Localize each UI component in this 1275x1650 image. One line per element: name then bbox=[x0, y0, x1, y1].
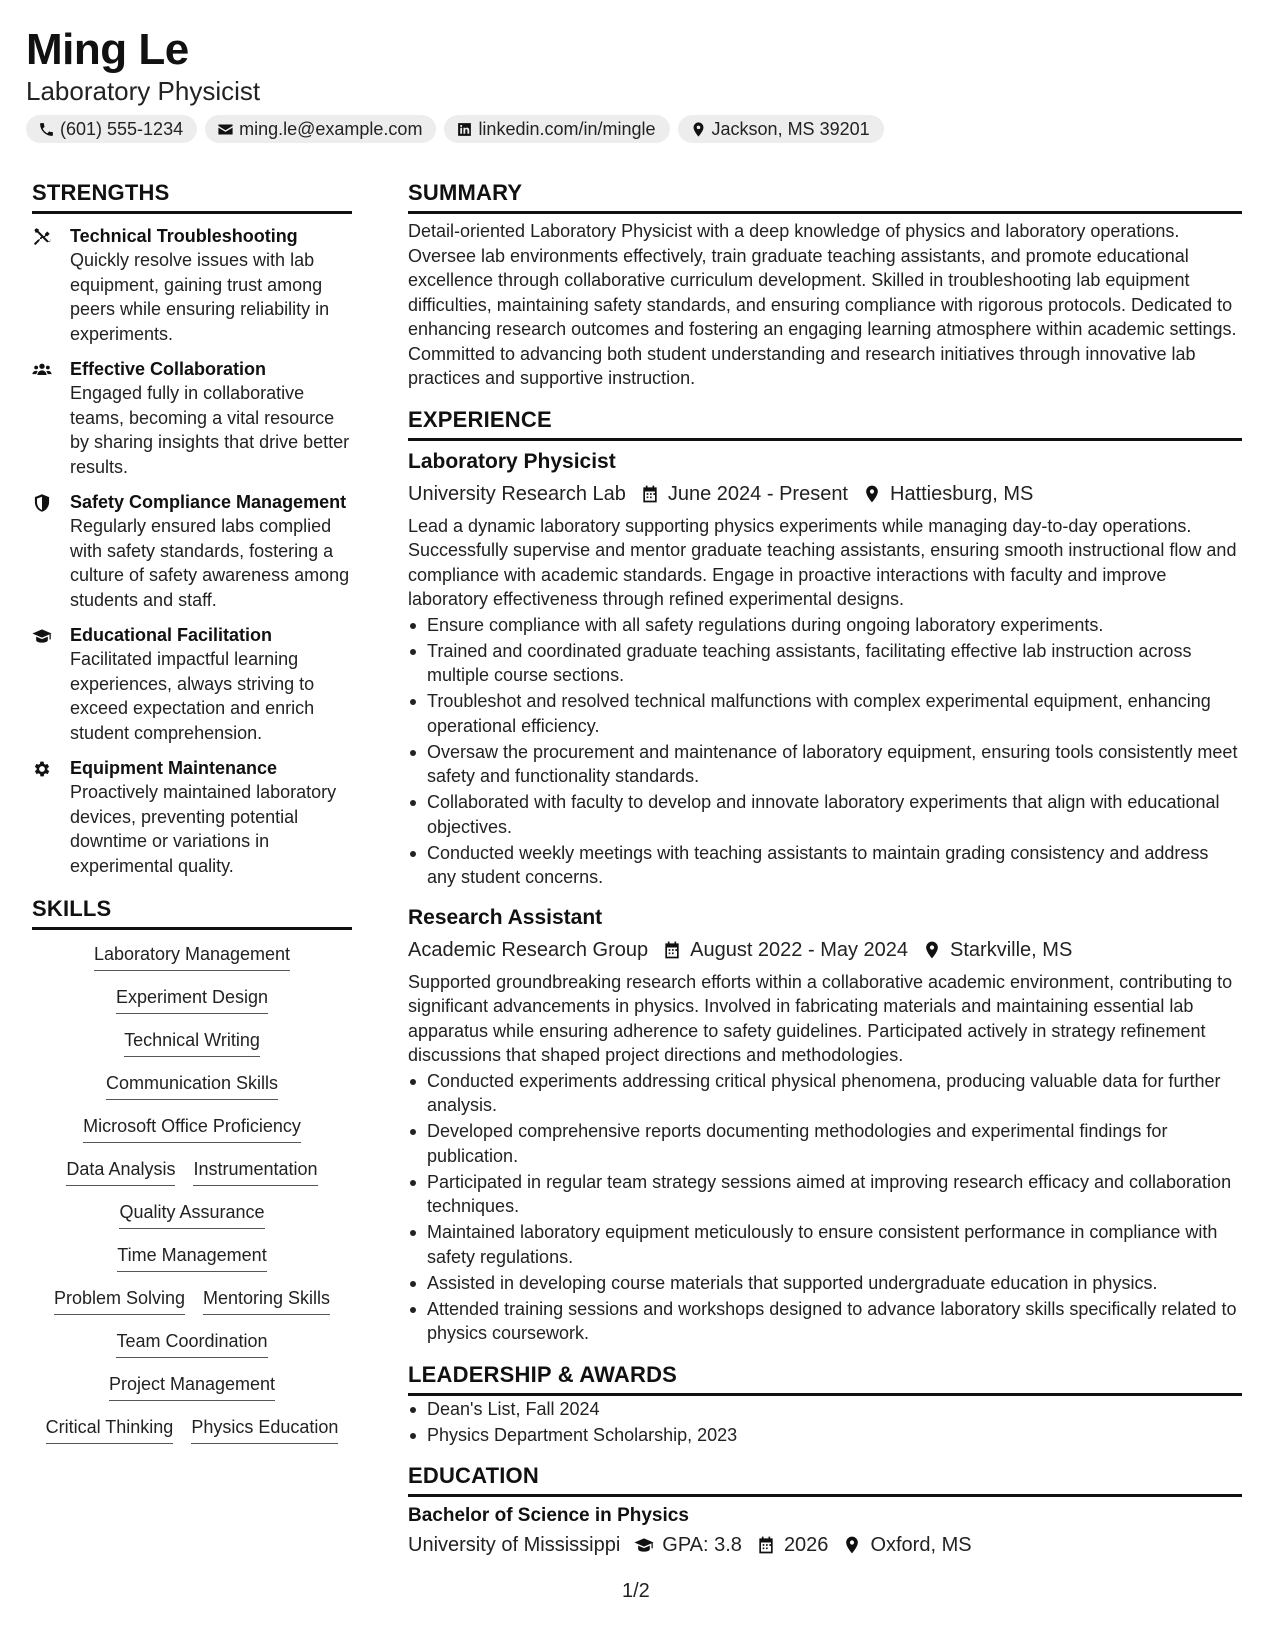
bullet-item: Troubleshot and resolved technical malfunctions with complex experimental equipment, enhancing operational efficiency. bbox=[408, 689, 1242, 738]
strength-desc: Engaged fully in collaborative teams, becoming a vital resource by sharing insights that drive better results. bbox=[70, 383, 350, 477]
skills-section bbox=[32, 896, 352, 1458]
strengths-list bbox=[32, 224, 352, 878]
skill-tag: Technical Writing bbox=[124, 1028, 260, 1057]
bullet-item: Oversaw the procurement and maintenance of laboratory equipment, ensuring tools consistently meet safety and functionality standards. bbox=[408, 740, 1242, 789]
job-entry bbox=[408, 448, 1242, 890]
bullet-item: Ensure compliance with all safety regulations during ongoing laboratory experiments. bbox=[408, 613, 1242, 638]
right-column bbox=[408, 180, 1242, 1559]
education-section bbox=[408, 1463, 1242, 1559]
envelope-icon bbox=[217, 121, 234, 138]
bullet-item: Collaborated with faculty to develop and innovate laboratory experiments that align with educational objectives. bbox=[408, 790, 1242, 839]
phone-icon bbox=[38, 121, 55, 138]
skill-tag: Experiment Design bbox=[116, 985, 268, 1014]
award-item: Physics Department Scholarship, 2023 bbox=[408, 1423, 1242, 1448]
strength-title: Educational Facilitation bbox=[70, 625, 273, 645]
page-number: 1/2 bbox=[622, 1580, 650, 1602]
map-pin-icon bbox=[690, 121, 707, 138]
job-title: Research Assistant bbox=[408, 905, 603, 929]
skill-tag: Project Management bbox=[109, 1372, 275, 1401]
strength-item bbox=[32, 224, 352, 346]
bullet-item: Assisted in developing course materials that supported undergraduate education in physics. bbox=[408, 1271, 1242, 1296]
gear-icon bbox=[32, 759, 52, 779]
map-pin-icon bbox=[922, 940, 942, 960]
contact-linkedin[interactable] bbox=[444, 115, 669, 143]
skills-heading: SKILLS bbox=[32, 896, 352, 930]
calendar-icon bbox=[756, 1535, 776, 1555]
linkedin-icon bbox=[456, 121, 473, 138]
awards-list bbox=[408, 1397, 1242, 1448]
strength-title: Technical Troubleshooting bbox=[70, 226, 298, 246]
bullet-item: Trained and coordinated graduate teaching assistants, facilitating effective lab instruction across multiple course sections. bbox=[408, 639, 1242, 688]
education-meta bbox=[408, 1531, 1242, 1559]
job-title: Laboratory Physicist bbox=[408, 449, 616, 473]
school-name: University of Mississippi bbox=[408, 1534, 621, 1556]
calendar-icon bbox=[640, 484, 660, 504]
job-description: Lead a dynamic laboratory supporting physics experiments while managing day-to-day operations. Successfully supervise and mentor graduate teaching assistants, ensuring smooth instructional flow and compliance with academic standards. Engage in proactive interactions with faculty and improve laboratory effectiveness through refined experimental designs. bbox=[408, 515, 1237, 609]
skill-tag: Quality Assurance bbox=[119, 1200, 264, 1229]
experience-heading: EXPERIENCE bbox=[408, 407, 1242, 441]
tools-icon bbox=[32, 227, 52, 247]
contact-bar bbox=[26, 115, 884, 143]
award-item: Dean's List, Fall 2024 bbox=[408, 1397, 1242, 1422]
strength-item bbox=[32, 756, 352, 878]
skill-tag: Data Analysis bbox=[66, 1157, 175, 1186]
job-bullets bbox=[408, 613, 1242, 890]
strength-title: Effective Collaboration bbox=[70, 359, 267, 379]
skill-tag: Mentoring Skills bbox=[203, 1286, 330, 1315]
bullet-item: Attended training sessions and workshops designed to advance laboratory skills specifically related to physics coursework. bbox=[408, 1297, 1242, 1346]
skill-tag: Instrumentation bbox=[193, 1157, 317, 1186]
skill-tag: Critical Thinking bbox=[46, 1415, 174, 1444]
resume-header bbox=[26, 24, 884, 143]
contact-location[interactable] bbox=[678, 115, 884, 143]
map-pin-icon bbox=[862, 484, 882, 504]
strengths-heading: STRENGTHS bbox=[32, 180, 352, 214]
skill-tag: Problem Solving bbox=[54, 1286, 185, 1315]
job-location: Hattiesburg, MS bbox=[890, 482, 1034, 505]
strength-desc: Facilitated impactful learning experiences, always striving to exceed expectation and enrich student comprehension. bbox=[70, 649, 315, 743]
skill-tag: Microsoft Office Proficiency bbox=[83, 1114, 301, 1143]
candidate-name: Ming Le bbox=[26, 25, 189, 74]
bullet-item: Participated in regular team strategy sessions aimed at improving research efficacy and collaboration techniques. bbox=[408, 1170, 1242, 1219]
job-entry bbox=[408, 904, 1242, 1346]
contact-text: ming.le@example.com bbox=[239, 118, 423, 139]
job-dates: June 2024 - Present bbox=[667, 482, 848, 505]
strength-item bbox=[32, 623, 352, 745]
skills-list bbox=[32, 942, 352, 1458]
skill-tag: Time Management bbox=[117, 1243, 266, 1272]
bullet-item: Conducted weekly meetings with teaching assistants to maintain grading consistency and address any student concerns. bbox=[408, 841, 1242, 890]
strength-item bbox=[32, 357, 352, 479]
job-dates: August 2022 - May 2024 bbox=[690, 938, 909, 961]
shield-icon bbox=[32, 493, 52, 513]
strength-title: Equipment Maintenance bbox=[70, 758, 278, 778]
strength-item bbox=[32, 490, 352, 612]
job-meta bbox=[408, 936, 1242, 964]
map-pin-icon bbox=[842, 1535, 862, 1555]
left-column bbox=[32, 180, 352, 1458]
skill-tag: Communication Skills bbox=[106, 1071, 278, 1100]
strength-desc: Regularly ensured labs complied with safety standards, fostering a culture of safety awareness among students and staff. bbox=[70, 516, 350, 610]
contact-email[interactable] bbox=[205, 115, 436, 143]
job-company: Academic Research Group bbox=[408, 938, 649, 961]
strength-desc: Proactively maintained laboratory devices, preventing potential downtime or variations in experimental quality. bbox=[70, 782, 337, 876]
education-heading: EDUCATION bbox=[408, 1463, 1242, 1497]
summary-heading: SUMMARY bbox=[408, 180, 1242, 214]
candidate-title: Laboratory Physicist bbox=[26, 76, 261, 106]
school-location: Oxford, MS bbox=[870, 1534, 972, 1556]
graduation-year: 2026 bbox=[783, 1534, 829, 1556]
contact-text: (601) 555-1234 bbox=[60, 118, 184, 139]
job-meta bbox=[408, 480, 1242, 508]
graduation-cap-icon bbox=[634, 1535, 654, 1555]
leadership-section bbox=[408, 1362, 1242, 1448]
contact-phone[interactable] bbox=[26, 115, 197, 143]
users-icon bbox=[32, 360, 52, 380]
bullet-item: Developed comprehensive reports documenting methodologies and experimental findings for publication. bbox=[408, 1119, 1242, 1168]
strength-title: Safety Compliance Management bbox=[70, 492, 347, 512]
contact-text: Jackson, MS 39201 bbox=[711, 118, 870, 139]
bullet-item: Conducted experiments addressing critical physical phenomena, producing valuable data for further analysis. bbox=[408, 1069, 1242, 1118]
contact-text: linkedin.com/in/mingle bbox=[478, 118, 656, 139]
job-bullets bbox=[408, 1069, 1242, 1346]
job-company: University Research Lab bbox=[408, 482, 626, 505]
leadership-heading: LEADERSHIP & AWARDS bbox=[408, 1362, 1242, 1396]
degree-title: Bachelor of Science in Physics bbox=[408, 1505, 689, 1526]
skill-tag: Laboratory Management bbox=[94, 942, 290, 971]
gpa: GPA: 3.8 bbox=[662, 1534, 742, 1556]
job-location: Starkville, MS bbox=[950, 938, 1073, 961]
job-description: Supported groundbreaking research efforts within a collaborative academic environment, contributing to significant advancements in physics. Involved in fabricating materials and maintaining essential lab apparatus while ensuring adherence to safety guidelines. Participated actively in strategy refinement discussions that shaped project directions and methodologies. bbox=[408, 971, 1233, 1065]
graduation-cap-icon bbox=[32, 626, 52, 646]
bullet-item: Maintained laboratory equipment meticulously to ensure consistent performance in compliance with safety regulations. bbox=[408, 1220, 1242, 1269]
strength-desc: Quickly resolve issues with lab equipment, gaining trust among peers while ensuring reliability in experiments. bbox=[70, 250, 330, 344]
summary-text: Detail-oriented Laboratory Physicist with a deep knowledge of physics and laboratory operations. Oversee lab environments effectively, train graduate teaching assistants, and promote educational excellence through collaborative curriculum development. Skilled in troubleshooting lab equipment difficulties, maintaining safety standards, and ensuring compliance with rigorous protocols. Dedicated to enhancing research outcomes and fostering an engaging learning atmosphere within academic settings. Committed to advancing both student understanding and research initiatives through innovative lab practices and supportive instruction. bbox=[408, 221, 1237, 388]
skill-tag: Physics Education bbox=[191, 1415, 338, 1444]
calendar-icon bbox=[662, 940, 682, 960]
experience-section bbox=[408, 407, 1242, 1346]
skill-tag: Team Coordination bbox=[116, 1329, 267, 1358]
